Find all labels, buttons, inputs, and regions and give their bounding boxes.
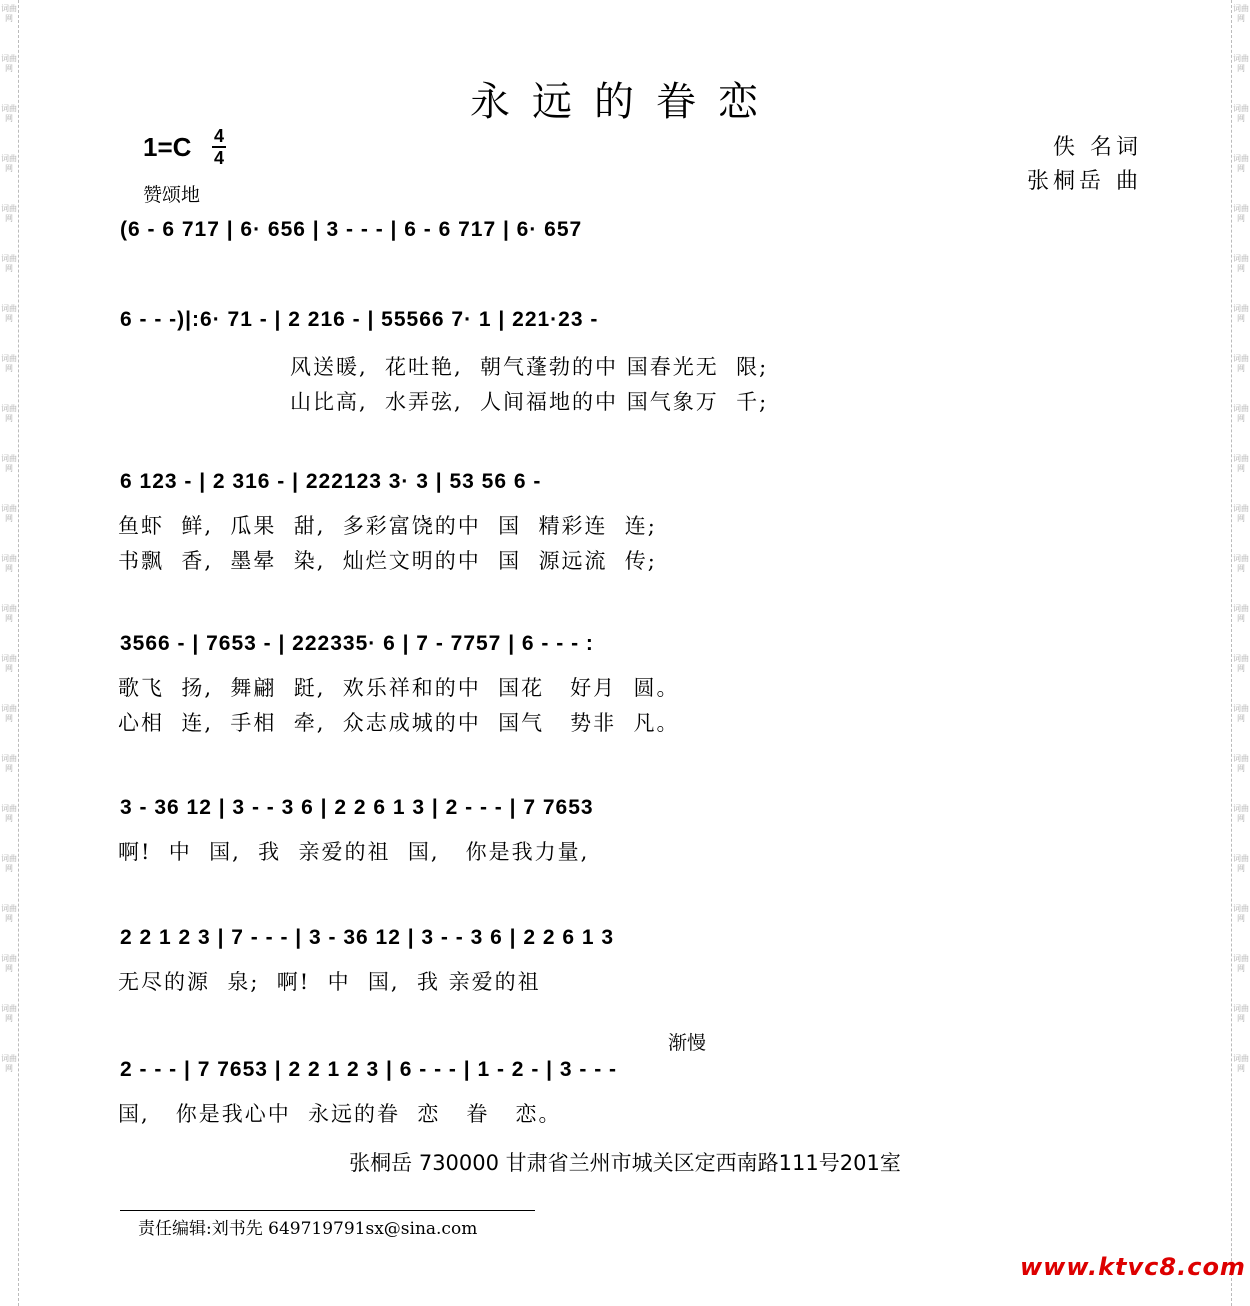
song-title: 永远的眷恋 bbox=[470, 79, 780, 125]
watermark-glyph: 词曲网 bbox=[1233, 904, 1249, 923]
watermark-glyph: 词曲网 bbox=[1, 4, 17, 23]
watermark-glyph: 词曲网 bbox=[1233, 1054, 1249, 1073]
watermark-glyph: 词曲网 bbox=[1, 504, 17, 523]
watermark-glyph: 词曲网 bbox=[1, 254, 17, 273]
watermark-glyph: 词曲网 bbox=[1233, 954, 1249, 973]
score-line-6: 2 2 1 2 3 | 7 - - - | 3 - 36 12 | 3 - - 3 6 | 2 2 6 1 3 bbox=[120, 926, 615, 949]
watermark-glyph: 词曲网 bbox=[1233, 154, 1249, 173]
lyric-line-6: 无尽的源 泉; 啊! 中 国, 我 亲爱的祖 bbox=[118, 970, 541, 994]
footer-rule bbox=[120, 1210, 535, 1211]
watermark-glyph: 词曲网 bbox=[1, 754, 17, 773]
watermark-glyph: 词曲网 bbox=[1233, 654, 1249, 673]
watermark-glyph: 词曲网 bbox=[1, 904, 17, 923]
score-line-4: 3566 - | 7653 - | 222335· 6 | 7 - 7757 | 6 - - - : bbox=[120, 632, 594, 655]
watermark-glyph: 词曲网 bbox=[1233, 604, 1249, 623]
lyric-line-3a: 鱼虾 鲜, 瓜果 甜, 多彩富饶的中 国 精彩连 连; bbox=[118, 514, 657, 538]
score-line-3: 6 123 - | 2 316 - | 222123 3· 3 | 53 56 6 - bbox=[120, 470, 542, 493]
watermark-glyph: 词曲网 bbox=[1233, 454, 1249, 473]
right-watermark-strip bbox=[1231, 0, 1250, 1306]
site-logo[interactable]: www.ktvc8.com bbox=[1020, 1253, 1246, 1281]
watermark-glyph: 词曲网 bbox=[1233, 854, 1249, 873]
watermark-glyph: 词曲网 bbox=[1233, 754, 1249, 773]
watermark-glyph: 词曲网 bbox=[1233, 1004, 1249, 1023]
watermark-glyph: 词曲网 bbox=[1233, 354, 1249, 373]
watermark-glyph: 词曲网 bbox=[1233, 4, 1249, 23]
watermark-glyph: 词曲网 bbox=[1233, 54, 1249, 73]
left-watermark-strip bbox=[0, 0, 19, 1306]
watermark-glyph: 词曲网 bbox=[1233, 104, 1249, 123]
lyricist-credit: 佚 名词 bbox=[1053, 135, 1142, 160]
time-signature: 4 4 bbox=[213, 126, 224, 168]
composer-address: 张桐岳 730000 甘肃省兰州市城关区定西南路111号201室 bbox=[349, 1151, 901, 1175]
watermark-glyph: 词曲网 bbox=[1, 204, 17, 223]
lyric-line-2a: 风送暖, 花吐艳, 朝气蓬勃的中 国春光无 限; bbox=[290, 355, 769, 379]
watermark-glyph: 词曲网 bbox=[1, 1054, 17, 1073]
watermark-glyph: 词曲网 bbox=[1233, 254, 1249, 273]
watermark-glyph: 词曲网 bbox=[1, 554, 17, 573]
watermark-glyph: 词曲网 bbox=[1233, 704, 1249, 723]
watermark-glyph: 词曲网 bbox=[1, 704, 17, 723]
lyric-line-4a: 歌飞 扬, 舞翩 跹, 欢乐祥和的中 国花 好月 圆。 bbox=[118, 676, 680, 700]
watermark-glyph: 词曲网 bbox=[1, 654, 17, 673]
watermark-glyph: 词曲网 bbox=[1, 354, 17, 373]
lyric-line-2b: 山比高, 水弄弦, 人间福地的中 国气象万 千; bbox=[290, 390, 769, 414]
watermark-glyph: 词曲网 bbox=[1233, 204, 1249, 223]
watermark-glyph: 词曲网 bbox=[1, 404, 17, 423]
watermark-glyph: 词曲网 bbox=[1, 954, 17, 973]
watermark-glyph: 词曲网 bbox=[1233, 804, 1249, 823]
watermark-glyph: 词曲网 bbox=[1, 454, 17, 473]
lyric-line-5: 啊! 中 国, 我 亲爱的祖 国, 你是我力量, bbox=[118, 840, 590, 864]
watermark-glyph: 词曲网 bbox=[1, 154, 17, 173]
watermark-glyph: 词曲网 bbox=[1233, 304, 1249, 323]
lyric-line-3b: 书飘 香, 墨晕 染, 灿烂文明的中 国 源远流 传; bbox=[118, 549, 657, 573]
watermark-glyph: 词曲网 bbox=[1, 54, 17, 73]
watermark-glyph: 词曲网 bbox=[1, 104, 17, 123]
watermark-glyph: 词曲网 bbox=[1233, 404, 1249, 423]
watermark-glyph: 词曲网 bbox=[1233, 554, 1249, 573]
watermark-glyph: 词曲网 bbox=[1, 304, 17, 323]
watermark-glyph: 词曲网 bbox=[1, 854, 17, 873]
ritardando-mark: 渐慢 bbox=[668, 1032, 707, 1054]
lyric-line-7: 国, 你是我心中 永远的眷 恋 眷 恋。 bbox=[118, 1102, 562, 1126]
watermark-glyph: 词曲网 bbox=[1, 1004, 17, 1023]
tempo-marking: 赞颂地 bbox=[143, 184, 201, 206]
watermark-glyph: 词曲网 bbox=[1233, 504, 1249, 523]
score-line-7: 2 - - - | 7 7653 | 2 2 1 2 3 | 6 - - - | 1 - 2 - | 3 - - - bbox=[120, 1058, 618, 1081]
score-line-1: (6 - 6 717 | 6· 656 | 3 - - - | 6 - 6 717 | 6· 657 bbox=[120, 218, 583, 241]
key-signature: 1=C bbox=[143, 132, 192, 162]
score-line-2: 6 - - -)|:6· 71 - | 2 216 - | 55566 7· 1 | 221·23 - bbox=[120, 308, 599, 331]
watermark-glyph: 词曲网 bbox=[1, 804, 17, 823]
watermark-glyph: 词曲网 bbox=[1, 604, 17, 623]
editor-credit: 责任编辑:刘书先 649719791sx@sina.com bbox=[138, 1219, 478, 1239]
composer-credit: 张桐岳 曲 bbox=[1027, 169, 1142, 194]
score-line-5: 3 - 36 12 | 3 - - 3 6 | 2 2 6 1 3 | 2 - - - | 7 7653 bbox=[120, 796, 594, 819]
lyric-line-4b: 心相 连, 手相 牵, 众志成城的中 国气 势非 凡。 bbox=[118, 711, 680, 735]
